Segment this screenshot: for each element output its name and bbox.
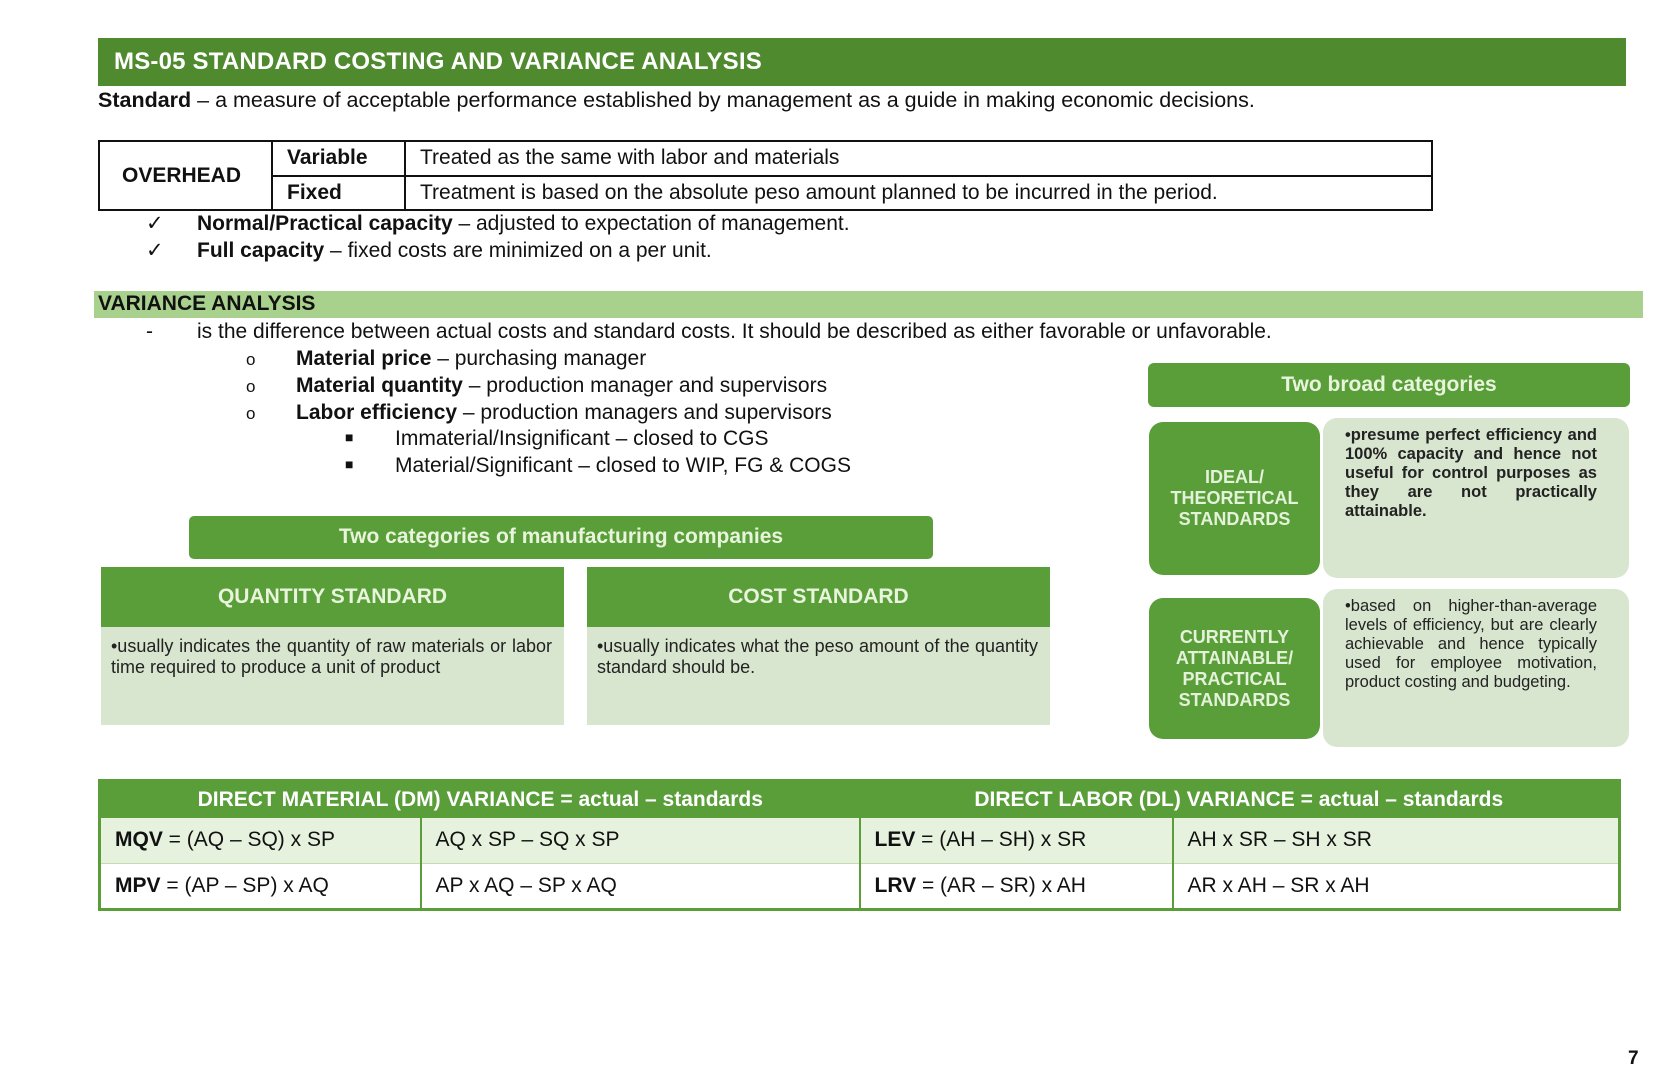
list-item [246,401,832,428]
dm-formula-cell: MQV = (AQ – SQ) x SP [100,818,421,864]
variance-definition-text: is the difference between actual costs and standard costs. It should be described as either favorable or unfavorable. [197,320,1272,343]
item-text: Immaterial/Insignificant – closed to CGS [395,427,769,450]
checkmark-icon: ✓ [146,212,164,235]
overhead-label: OVERHEAD [99,141,272,210]
capacity-item [146,211,850,238]
item-text: Material/Significant – closed to WIP, FG & COGS [395,454,851,477]
list-item [345,427,851,454]
capacity-list [146,211,850,265]
definition-term: Standard [98,88,192,112]
square-bullet-icon: ■ [345,429,354,445]
variance-formula-table [98,779,1621,911]
ideal-standards-label: IDEAL/ THEORETICAL STANDARDS [1149,422,1320,575]
dm-expanded-cell: AP x AQ – SP x AQ [421,864,860,910]
table-row [100,818,1620,864]
overhead-treatment: Treatment is based on the absolute peso amount planned to be incurred in the period. [405,176,1432,211]
quantity-standard-box [101,567,564,725]
cost-standard-box [587,567,1050,725]
page-number: 7 [1628,1048,1639,1069]
capacity-item [146,238,850,265]
overhead-treatment: Treated as the same with labor and materials [405,141,1432,176]
capacity-term: Normal/Practical capacity [197,212,453,235]
item-text: – purchasing manager [431,347,647,370]
dl-formula-cell: LEV = (AH – SH) x SR [860,818,1173,864]
dl-variance-header: DIRECT LABOR (DL) VARIANCE = actual – standards [860,781,1620,818]
responsibility-list [246,347,832,428]
dl-formula-cell: LRV = (AR – SR) x AH [860,864,1173,910]
variance-analysis-definition [146,320,1272,344]
standard-definition [98,88,1255,113]
list-item [246,347,832,374]
overhead-table [98,140,1433,211]
dm-variance-header: DIRECT MATERIAL (DM) VARIANCE = actual – standards [100,781,860,818]
broad-categories-heading: Two broad categories [1148,363,1630,407]
item-term: Labor efficiency [296,401,458,424]
square-bullet-icon: ■ [345,456,354,472]
capacity-text: – fixed costs are minimized on a per unit. [324,239,712,262]
variance-analysis-heading: VARIANCE ANALYSIS [94,291,1643,318]
dl-expanded-cell: AR x AH – SR x AH [1173,864,1620,910]
manufacturing-categories-heading: Two categories of manufacturing companies [189,516,933,559]
table-header-row [100,781,1620,818]
dm-expanded-cell: AQ x SP – SQ x SP [421,818,860,864]
item-text: – production manager and supervisors [462,374,828,397]
circle-bullet-icon: o [246,377,256,396]
circle-bullet-icon: o [246,404,256,423]
cost-standard-title: COST STANDARD [587,567,1050,627]
item-text: – production managers and supervisors [457,401,832,424]
page-title: MS-05 STANDARD COSTING AND VARIANCE ANALYSIS [98,38,1626,86]
item-term: Material price [296,347,432,370]
closing-list [345,427,851,481]
list-item [345,454,851,481]
checkmark-icon: ✓ [146,239,164,262]
ideal-standards-desc: •presume perfect efficiency and 100% capacity and hence not useful for control purposes as they are not practically attainable. [1323,418,1629,578]
list-item [246,374,832,401]
overhead-row-variable [99,141,1432,176]
item-term: Material quantity [296,374,463,397]
capacity-term: Full capacity [197,239,325,262]
quantity-standard-title: QUANTITY STANDARD [101,567,564,627]
current-standards-desc: •based on higher-than-average levels of efficiency, but are clearly achievable and hence typically used for employee motivation, product costing and budgeting. [1323,589,1629,747]
overhead-row-fixed [99,176,1432,211]
dash-bullet-icon: - [146,320,153,343]
capacity-text: – adjusted to expectation of management. [452,212,850,235]
dl-expanded-cell: AH x SR – SH x SR [1173,818,1620,864]
dm-formula-cell: MPV = (AP – SP) x AQ [100,864,421,910]
quantity-standard-body: •usually indicates the quantity of raw materials or labor time required to produce a unit of product [111,636,552,677]
cost-standard-body: •usually indicates what the peso amount of the quantity standard should be. [597,636,1038,677]
overhead-type: Variable [272,141,405,176]
definition-text: – a measure of acceptable performance established by management as a guide in making economic decisions. [191,88,1255,112]
circle-bullet-icon: o [246,350,256,369]
table-row [100,864,1620,910]
current-standards-label: CURRENTLY ATTAINABLE/ PRACTICAL STANDARDS [1149,598,1320,739]
overhead-type: Fixed [272,176,405,211]
